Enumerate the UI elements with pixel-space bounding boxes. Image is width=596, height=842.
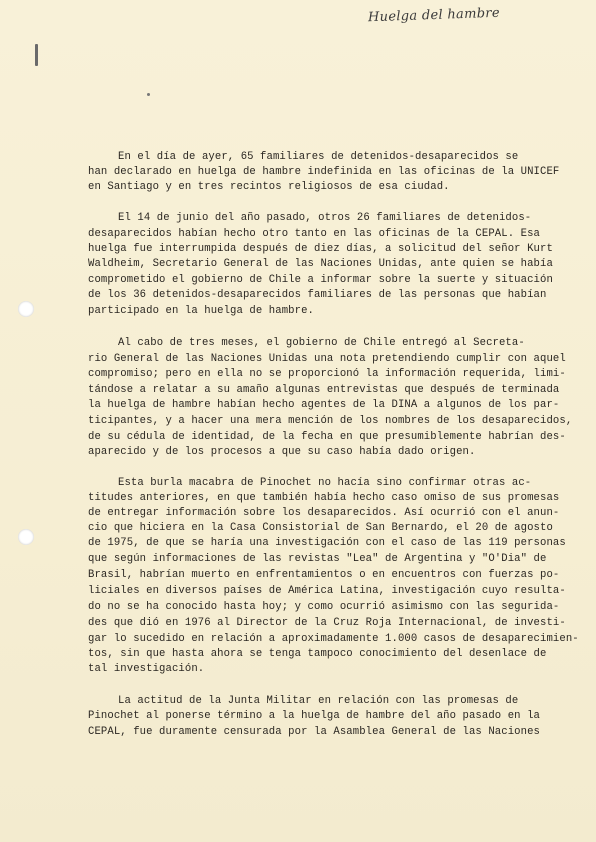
text-line: titudes anteriores, en que también había hecho caso omiso de sus promesas: [88, 492, 560, 504]
text-line: huelga fue interrumpida después de diez días, a solicitud del señor Kurt: [88, 243, 553, 255]
text-line: cio que hiciera en la Casa Consistorial de San Bernardo, el 20 de agosto: [88, 522, 553, 534]
text-line: Esta burla macabra de Pinochet no hacía sino confirmar otras ac-: [118, 477, 532, 489]
text-line: tándose a relatar a su amaño algunas entrevistas que después de terminada: [88, 384, 560, 396]
text-line: desaparecidos habían hecho otro tanto en las oficinas de la CEPAL. Esa: [88, 228, 541, 240]
text-line: ticipantes, y a hacer una mera mención de los nombres de los desaparecidos,: [88, 415, 573, 427]
handwritten-note: Huelga del hambre: [367, 5, 501, 26]
text-line: de 1975, de que se haría una investigación con el caso de las 119 personas: [88, 537, 566, 549]
text-line: han declarado en huelga de hambre indefinida en las oficinas de la UNICEF: [88, 166, 560, 178]
text-line: La actitud de la Junta Militar en relación con las promesas de: [118, 695, 519, 707]
text-line: El 14 de junio del año pasado, otros 26 familiares de detenidos-: [118, 212, 532, 224]
text-line: Pinochet al ponerse término a la huelga de hambre del año pasado en la: [88, 710, 541, 722]
text-line: tal investigación.: [88, 663, 205, 675]
text-line: Waldheim, Secretario General de las Naciones Unidas, ante quien se había: [88, 258, 553, 270]
text-line: liciales en diversos países de América Latina, investigación cuyo resulta-: [88, 585, 566, 597]
text-line: tos, sin que hasta ahora se tenga tampoco conocimiento del desenlace de: [88, 648, 547, 660]
text-line: de los 36 detenidos-desaparecidos familiares de las personas que habían: [88, 289, 547, 301]
ink-dot: [147, 93, 150, 96]
text-line: en Santiago y en tres recintos religiosos de esa ciudad.: [88, 181, 450, 193]
text-line: participado en la huelga de hambre.: [88, 305, 315, 317]
text-line: rio General de las Naciones Unidas una nota pretendiendo cumplir con aquel: [88, 353, 566, 365]
text-line: la huelga de hambre habían hecho agentes de la DINA a algunos de los par-: [88, 399, 560, 411]
staple-mark: [35, 44, 38, 66]
text-line: de entregar información sobre los desaparecidos. Así ocurrió con el anun-: [88, 507, 560, 519]
punch-hole-top: [18, 301, 34, 317]
text-line: comprometido el gobierno de Chile a informar sobre la suerte y situación: [88, 274, 553, 286]
punch-hole-bottom: [18, 529, 34, 545]
text-line: do no se ha conocido hasta hoy; y como ocurrió asimismo con las segurida-: [88, 601, 560, 613]
text-line: En el día de ayer, 65 familiares de detenidos-desaparecidos se: [118, 151, 519, 163]
text-line: de su cédula de identidad, de la fecha en que presumiblemente habrían des-: [88, 431, 566, 443]
text-line: gar lo sucedido en relación a aproximadamente 1.000 casos de desaparecimien-: [88, 633, 579, 645]
text-line: aparecido y de los procesos a que su caso había dado origen.: [88, 446, 476, 458]
text-line: compromiso; pero en ella no se proporcionó la información requerida, limi-: [88, 368, 566, 380]
text-line: des que dió en 1976 al Director de la Cruz Roja Internacional, de investi-: [88, 617, 566, 629]
text-line: Al cabo de tres meses, el gobierno de Chile entregó al Secreta-: [118, 337, 525, 349]
text-line: que según informaciones de las revistas "Lea" de Argentina y "O'Dia" de: [88, 553, 547, 565]
text-line: CEPAL, fue duramente censurada por la Asamblea General de las Naciones: [88, 726, 541, 738]
text-line: Brasil, habrían muerto en enfrentamientos o en encuentros con fuerzas po-: [88, 569, 560, 581]
